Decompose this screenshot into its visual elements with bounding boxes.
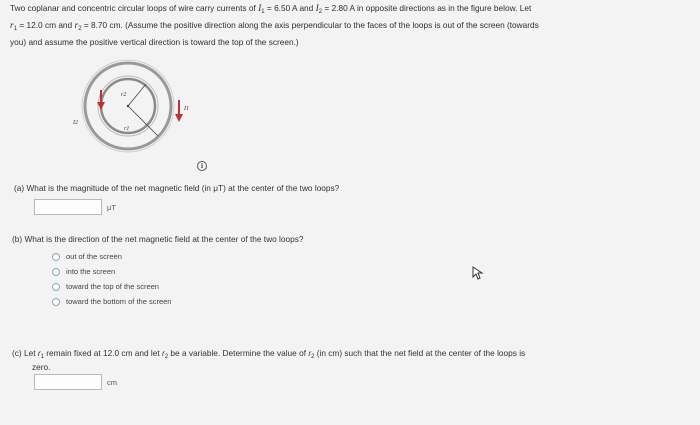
radio-button[interactable] xyxy=(52,253,60,261)
part-b-options xyxy=(52,252,171,306)
part-a-unit: μT xyxy=(107,203,116,212)
part-c-text: (in cm) such that the net field at the center of the loops is xyxy=(314,348,526,358)
i2-symbol: I xyxy=(315,4,319,14)
i2-value: = 2.80 A in opposite directions as in the figure below. Let xyxy=(322,3,532,13)
radio-button[interactable] xyxy=(52,268,60,276)
r2-symbol: r xyxy=(162,348,165,358)
option-label: toward the bottom of the screen xyxy=(66,297,172,306)
r2-subscript: 2 xyxy=(78,26,82,32)
part-c-unit: cm xyxy=(107,378,117,387)
part-c-text: be a variable. Determine the value of xyxy=(168,348,309,358)
mouse-cursor-icon xyxy=(472,266,484,285)
radius-r2-line xyxy=(128,84,146,106)
problem-text: Two coplanar and concentric circular loops of wire carry currents of xyxy=(10,3,259,13)
option-into-screen[interactable] xyxy=(52,267,171,276)
r1-symbol: r xyxy=(37,348,41,358)
r1-value: = 12.0 cm and xyxy=(17,20,75,30)
option-top-of-screen[interactable] xyxy=(52,282,171,291)
r2-subscript: 2 xyxy=(311,354,315,360)
r2-symbol: r xyxy=(74,21,79,31)
i1-symbol: I xyxy=(258,4,262,14)
part-c-text: remain fixed at 12.0 cm and let xyxy=(43,348,162,358)
r2-subscript: 2 xyxy=(164,354,169,360)
part-c-question xyxy=(12,348,525,360)
label-i1: I1 xyxy=(184,106,189,112)
label-i2: I2 xyxy=(73,120,78,126)
i1-arrow-head xyxy=(175,114,183,122)
part-c-text: (c) Let xyxy=(12,348,38,358)
info-icon[interactable]: i xyxy=(197,161,207,171)
center-point xyxy=(127,105,129,107)
problem-statement xyxy=(10,2,698,49)
part-c-answer-input[interactable] xyxy=(34,374,102,390)
i2-subscript: 2 xyxy=(318,9,323,15)
option-label: out of the screen xyxy=(66,252,122,261)
part-c-line-2: zero. xyxy=(32,362,51,372)
r2-symbol: r xyxy=(308,348,312,358)
option-label: into the screen xyxy=(66,267,116,276)
problem-line-1 xyxy=(10,2,698,19)
part-b-question: (b) What is the direction of the net magnetic field at the center of the two loops? xyxy=(12,234,304,244)
option-label: toward the top of the screen xyxy=(66,282,159,291)
loops-diagram xyxy=(58,58,228,158)
part-a-answer-input[interactable] xyxy=(34,199,102,215)
problem-line-2 xyxy=(10,19,698,36)
i1-value: = 6.50 A and xyxy=(264,3,316,13)
label-r1: r1 xyxy=(124,126,130,132)
r1-subscript: 1 xyxy=(13,26,18,32)
radio-button[interactable] xyxy=(52,283,60,291)
r2-value: = 8.70 cm. (Assume the positive direction along the axis perpendicular to the faces of the loops is out of the screen (towards xyxy=(81,20,539,30)
label-r2: r2 xyxy=(121,92,127,98)
option-bottom-of-screen[interactable] xyxy=(52,297,171,306)
problem-line-3: you) and assume the positive vertical direction is toward the top of the screen.) xyxy=(10,37,299,47)
r1-symbol: r xyxy=(10,21,14,31)
part-a-question: (a) What is the magnitude of the net magnetic field (in μT) at the center of the two loops? xyxy=(14,183,340,193)
i1-subscript: 1 xyxy=(261,9,265,15)
concentric-loops-figure xyxy=(58,58,228,163)
radio-button[interactable] xyxy=(52,298,60,306)
option-out-of-screen[interactable] xyxy=(52,252,171,261)
r1-subscript: 1 xyxy=(40,354,44,360)
